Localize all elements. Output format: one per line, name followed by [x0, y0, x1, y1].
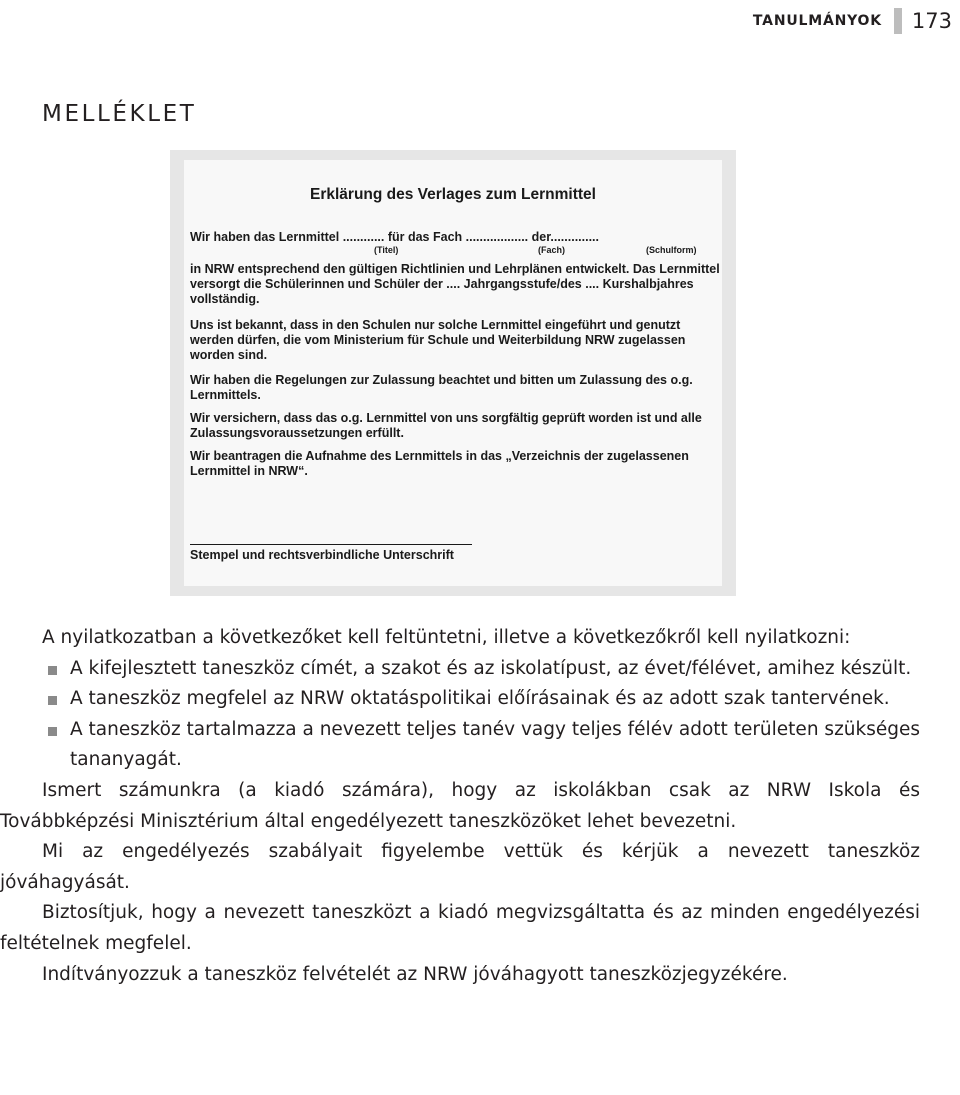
running-head [753, 8, 952, 34]
appendix-title: MELLÉKLET [42, 101, 197, 128]
form-title: Erklärung des Verlages zum Lernmittel [310, 186, 596, 203]
square-bullet-icon [48, 696, 57, 705]
square-bullet-icon [48, 727, 57, 736]
list-item-text: A taneszköz tartalmazza a nevezett teljes tanév vagy teljes félév adott területen szükséges tananyagát. [70, 718, 920, 771]
section-label: TANULMÁNYOK [752, 13, 882, 29]
list-item [70, 654, 920, 685]
form-sheet [184, 160, 722, 586]
form-line-subject: Wir haben das Lernmittel ............ für das Fach .................. der.............. [190, 230, 600, 244]
header-divider [894, 8, 902, 34]
requirements-list [0, 654, 920, 776]
page-number: 173 [911, 9, 952, 33]
form-paragraph: Wir beantragen die Aufnahme des Lernmittels in das „Verzeichnis der zugelassenen Lernmittel in NRW“. [190, 449, 689, 478]
body-paragraph: Mi az engedélyezés szabályait figyelembe vettük és kérjük a nevezett taneszköz jóváhagyását. [0, 841, 920, 893]
signature-label: Stempel und rechtsverbindliche Unterschrift [190, 548, 454, 562]
list-item [70, 715, 920, 776]
form-field-label-school-type: (Schulform) [646, 245, 697, 255]
form-field-label-title: (Titel) [374, 245, 399, 255]
body-paragraph: Biztosítjuk, hogy a nevezett taneszközt a kiadó megvizsgáltatta és az minden engedélyezési feltételnek megfelel. [0, 902, 920, 954]
body-text [0, 623, 920, 990]
list-item [70, 684, 920, 715]
square-bullet-icon [48, 666, 57, 675]
form-paragraph: Wir haben die Regelungen zur Zulassung beachtet und bitten um Zulassung des o.g. Lernmittels. [190, 373, 693, 402]
body-paragraph: Ismert számunkra (a kiadó számára), hogy az iskolákban csak az NRW Iskola és Továbbképzési Minisztérium által engedélyezett taneszközöket lehet bevezetni. [0, 779, 920, 832]
form-paragraph: Uns ist bekannt, dass in den Schulen nur solche Lernmittel eingeführt und genutzt werden dürfen, die vom Ministerium für Schule und Weiterbildung NRW zugelassen worden sind. [190, 318, 686, 362]
form-field-labels [184, 245, 722, 257]
form-paragraph: in NRW entsprechend den gültigen Richtlinien und Lehrplänen entwickelt. Das Lernmittel versorgt die Schülerinnen und Schüler der .... Jahrgangsstufe/des .... Kurshalbjahres vollständig. [190, 262, 720, 306]
body-paragraph: Indítványozzuk a taneszköz felvételét az NRW jóváhagyott taneszközjegyzékére. [42, 963, 788, 985]
list-item-text: A taneszköz megfelel az NRW oktatáspolitikai előírásainak és az adott szak tantervének. [70, 688, 890, 710]
scanned-form-image [170, 150, 736, 596]
form-paragraph: Wir versichern, dass das o.g. Lernmittel von uns sorgfältig geprüft worden ist und alle Zulassungsvoraussetzungen erfüllt. [190, 411, 702, 440]
form-field-label-subject: (Fach) [538, 245, 565, 255]
intro-paragraph: A nyilatkozatban a következőket kell feltüntetni, illetve a következőkről kell nyilatkozni: [42, 627, 851, 648]
signature-line [190, 544, 472, 545]
list-item-text: A kifejlesztett taneszköz címét, a szakot és az iskolatípust, az évet/félévet, amihez készült. [70, 657, 912, 679]
